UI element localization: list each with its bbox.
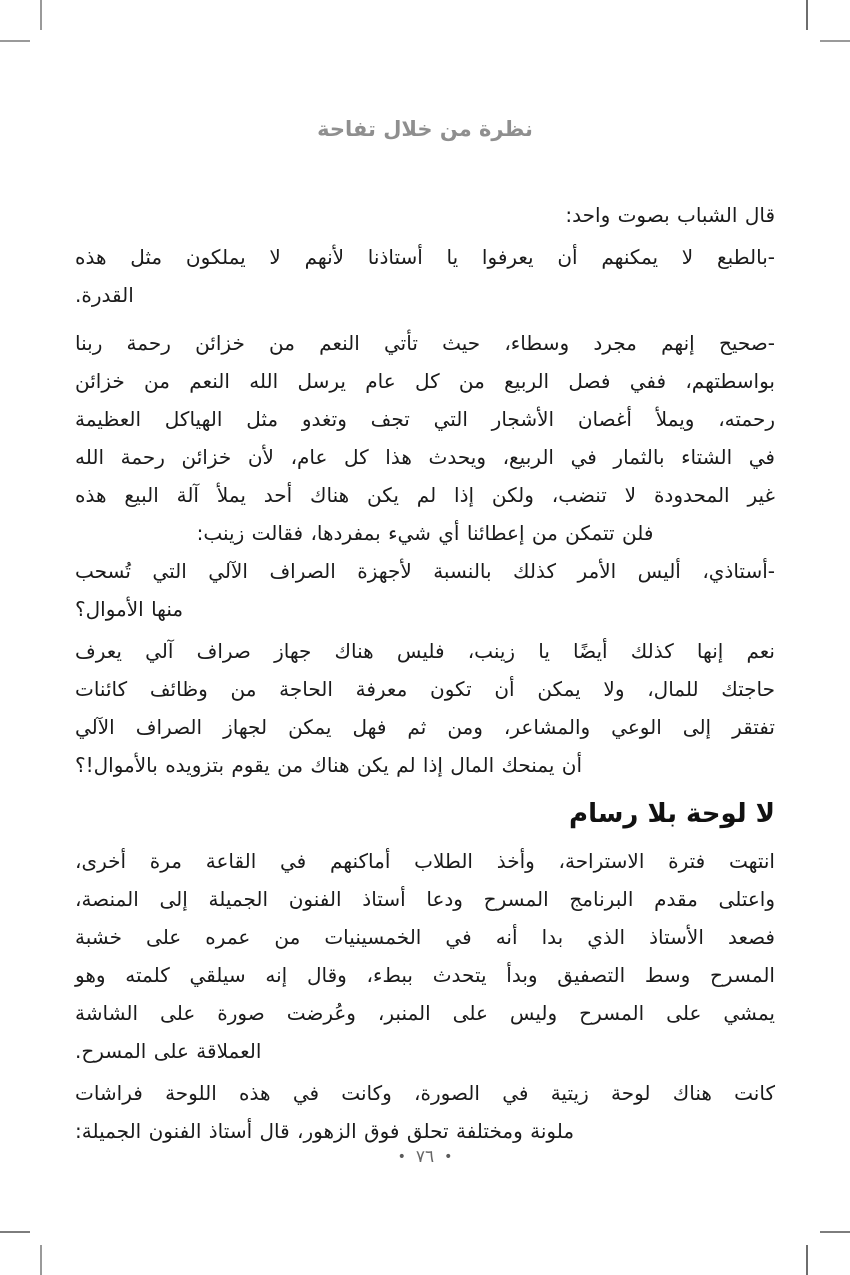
running-header-title: نظرة من خلال تفاحة: [317, 117, 533, 141]
paragraph: [75, 632, 775, 784]
text-line: -أستاذي، أليس الأمر كذلك بالنسبة لأجهزة الصراف الآلي التي تُسحب: [75, 559, 775, 583]
paragraph: [75, 196, 775, 234]
text-line: فلن تتمكن من إعطائنا أي شيء بمفردها، فقالت زينب:: [196, 521, 654, 545]
text-line: -بالطبع لا يمكنهم أن يعرفوا يا أستاذنا لأنهم لا يملكون مثل هذه: [75, 245, 775, 269]
crop-mark-bottom-left-horizontal: [0, 1231, 30, 1233]
text-line: أن يمنحك المال إذا لم يكن هناك من يقوم بتزويده بالأموال!؟: [75, 753, 583, 777]
crop-mark-bottom-right-vertical: [806, 1245, 808, 1275]
crop-mark-bottom-right-horizontal: [820, 1231, 850, 1233]
text-line: كانت هناك لوحة زيتية في الصورة، وكانت في هذه اللوحة فراشات: [75, 1081, 775, 1105]
crop-mark-bottom-left-vertical: [40, 1245, 42, 1275]
text-line: غير المحدودة لا تنضب، ولكن إذا لم يكن هناك أحد يملأ آلة البيع هذه: [75, 483, 775, 507]
text-line: حاجتك للمال، ولا يمكن أن تكون معرفة الحاجة من وظائف كائنات: [75, 677, 775, 701]
text-line: واعتلى مقدم البرنامج المسرح ودعا أستاذ الفنون الجميلة إلى المنصة،: [75, 887, 775, 911]
text-line: العملاقة على المسرح.: [75, 1039, 262, 1063]
text-line: في الشتاء بالثمار في الربيع، ويحدث هذا كل عام، لأن خزائن رحمة الله: [75, 445, 775, 469]
text-line: يمشي على المسرح وليس على المنبر، وعُرضت صورة على الشاشة: [75, 1001, 775, 1025]
text-line: فصعد الأستاذ الذي بدا أنه في الخمسينيات من عمره على خشبة: [75, 925, 775, 949]
text-line: القدرة.: [75, 283, 134, 307]
paragraph: [75, 324, 775, 552]
paragraph: [75, 1074, 775, 1150]
body-text: [75, 196, 775, 1150]
page-number: ٧٦: [415, 1147, 435, 1167]
footer-bullet-icon: •: [444, 1149, 453, 1165]
paragraph: [75, 238, 775, 314]
text-line: المسرح وسط التصفيق وبدأ يتحدث ببطء، وقال إنه سيلقي كلمته وهو: [75, 963, 775, 987]
footer-bullet-icon: •: [397, 1149, 406, 1165]
text-line: بواسطتهم، ففي فصل الربيع من كل عام يرسل الله النعم من خزائن: [75, 369, 775, 393]
crop-mark-top-left-horizontal: [0, 40, 30, 42]
paragraph: [75, 552, 775, 628]
crop-mark-top-right-vertical: [806, 0, 808, 30]
text-line: ملونة ومختلفة تحلق فوق الزهور، قال أستاذ الفنون الجميلة:: [75, 1119, 575, 1143]
text-line: قال الشباب بصوت واحد:: [565, 203, 775, 227]
crop-mark-top-left-vertical: [40, 0, 42, 30]
text-line: رحمته، ويملأ أغصان الأشجار التي تجف وتغدو مثل الهياكل العظيمة: [75, 407, 775, 431]
text-line: نعم إنها كذلك أيضًا يا زينب، فليس هناك جهاز صراف آلي يعرف: [75, 639, 775, 663]
text-line: تفتقر إلى الوعي والمشاعر، ومن ثم فهل يمكن لجهاز الصراف الآلي: [75, 715, 775, 739]
text-line: -صحيح إنهم مجرد وسطاء، حيث تأتي النعم من خزائن رحمة ربنا: [75, 331, 775, 355]
paragraph: [75, 842, 775, 1070]
crop-mark-top-right-horizontal: [820, 40, 850, 42]
section-heading: لا لوحة بلا رسام: [569, 799, 775, 829]
page-footer: [0, 1144, 850, 1170]
text-line: منها الأموال؟: [75, 597, 184, 621]
text-line: انتهت فترة الاستراحة، وأخذ الطلاب أماكنهم في القاعة مرة أخرى،: [75, 849, 775, 873]
